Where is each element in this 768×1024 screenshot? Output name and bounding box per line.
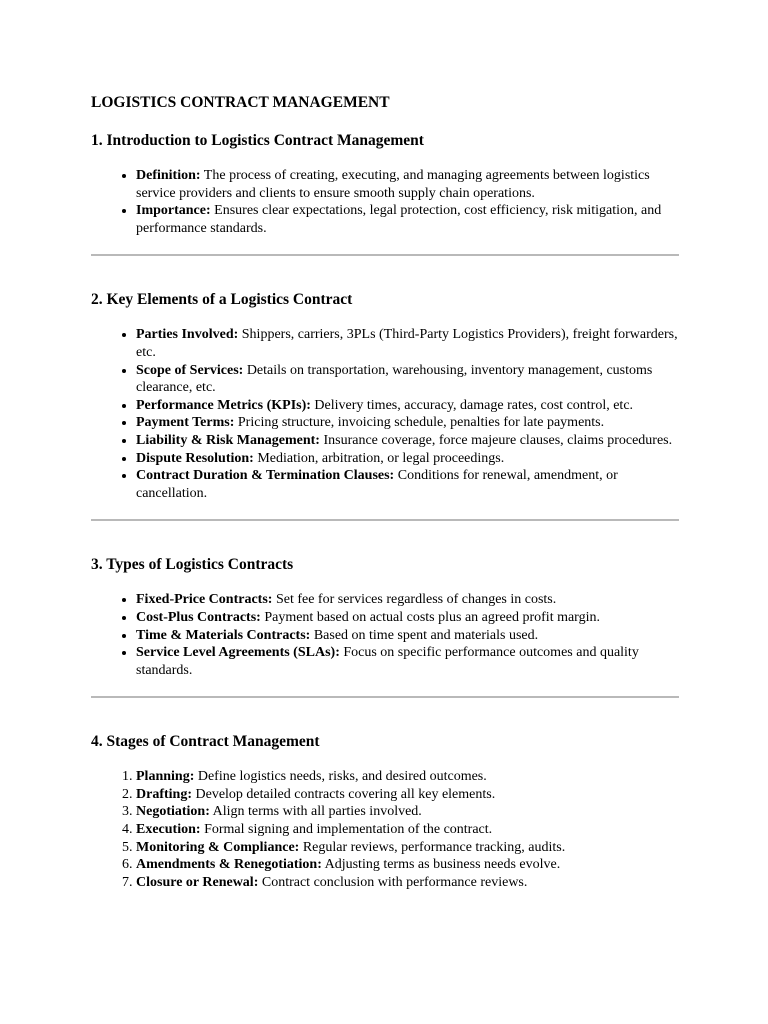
item-term: Dispute Resolution: <box>136 450 254 466</box>
item-term: Drafting: <box>136 786 192 802</box>
list-item <box>136 167 679 202</box>
item-text: Set fee for services regardless of changes in costs. <box>272 592 557 608</box>
list-item <box>136 467 679 502</box>
section-divider <box>91 519 679 521</box>
item-text: Delivery times, accuracy, damage rates, cost control, etc. <box>310 397 634 413</box>
bullet-list <box>91 326 679 502</box>
list-item <box>136 644 679 679</box>
list-item <box>136 450 679 468</box>
item-text: Shippers, carriers, 3PLs (Third-Party Logistics Providers), freight forwarders, etc. <box>136 327 678 360</box>
item-term: Planning: <box>136 769 195 785</box>
item-text: Contract conclusion with performance reviews. <box>258 874 528 890</box>
item-text: Regular reviews, performance tracking, audits. <box>299 839 566 855</box>
item-term: Negotiation: <box>136 804 210 820</box>
item-text: Develop detailed contracts covering all key elements. <box>192 786 496 802</box>
item-term: Payment Terms: <box>136 415 235 431</box>
item-text: Mediation, arbitration, or legal proceedings. <box>253 450 505 466</box>
section-key-elements <box>91 290 679 502</box>
item-text: Define logistics needs, risks, and desired outcomes. <box>194 769 487 785</box>
section-heading: 2. Key Elements of a Logistics Contract <box>91 291 353 309</box>
list-item <box>136 627 679 645</box>
list-item <box>136 768 679 786</box>
item-term: Definition: <box>136 168 201 183</box>
list-item <box>136 414 679 432</box>
section-heading: 3. Types of Logistics Contracts <box>91 556 294 574</box>
list-item <box>136 326 679 361</box>
list-item <box>136 202 679 237</box>
list-item <box>136 874 679 892</box>
document-title: LOGISTICS CONTRACT MANAGEMENT <box>91 94 390 111</box>
section-divider <box>91 254 679 256</box>
item-text: Focus on specific performance outcomes and quality standards. <box>136 645 639 678</box>
item-text: Align terms with all parties involved. <box>209 804 422 820</box>
list-item <box>136 397 679 415</box>
item-text: Adjusting terms as business needs evolve. <box>321 857 561 873</box>
item-term: Scope of Services: <box>136 362 244 378</box>
item-term: Liability & Risk Management: <box>136 432 320 448</box>
list-item <box>136 856 679 874</box>
item-term: Amendments & Renegotiation: <box>136 857 322 873</box>
list-item <box>136 839 679 857</box>
list-item <box>136 432 679 450</box>
item-text: Based on time spent and materials used. <box>310 627 539 643</box>
item-term: Closure or Renewal: <box>136 874 259 890</box>
item-term: Cost-Plus Contracts: <box>136 609 261 625</box>
list-item <box>136 821 679 839</box>
section-divider <box>91 696 679 698</box>
item-term: Importance: <box>136 203 211 219</box>
bullet-list <box>91 167 679 237</box>
item-term: Service Level Agreements (SLAs): <box>136 645 340 661</box>
item-term: Monitoring & Compliance: <box>136 839 300 855</box>
numbered-list <box>91 768 679 891</box>
item-term: Execution: <box>136 822 201 838</box>
section-contract-types <box>91 555 679 679</box>
section-heading: 4. Stages of Contract Management <box>91 733 320 751</box>
item-term: Fixed-Price Contracts: <box>136 592 273 608</box>
list-item <box>136 803 679 821</box>
item-text: Pricing structure, invoicing schedule, penalties for late payments. <box>234 415 605 431</box>
list-item <box>136 786 679 804</box>
item-text: Ensures clear expectations, legal protection, cost efficiency, risk mitigation, and performance standards. <box>136 203 662 236</box>
item-text: Payment based on actual costs plus an agreed profit margin. <box>260 609 600 625</box>
list-item <box>136 362 679 397</box>
item-term: Parties Involved: <box>136 327 239 343</box>
section-management-stages <box>91 732 679 891</box>
item-term: Time & Materials Contracts: <box>136 627 311 643</box>
list-item <box>136 591 679 609</box>
item-term: Performance Metrics (KPIs): <box>136 397 311 413</box>
bullet-list <box>91 591 679 679</box>
document-body <box>91 93 679 891</box>
section-introduction <box>91 131 679 237</box>
item-text: The process of creating, executing, and managing agreements between logistics service providers and clients to ensure smooth supply chain operations. <box>136 168 650 201</box>
item-text: Formal signing and implementation of the contract. <box>200 822 493 838</box>
section-heading: 1. Introduction to Logistics Contract Management <box>91 132 424 149</box>
item-text: Details on transportation, warehousing, inventory management, customs clearance, etc. <box>136 362 653 396</box>
list-item <box>136 609 679 627</box>
item-text: Conditions for renewal, amendment, or cancellation. <box>136 468 618 501</box>
item-term: Contract Duration & Termination Clauses: <box>136 468 395 484</box>
item-text: Insurance coverage, force majeure clauses, claims procedures. <box>319 432 673 448</box>
